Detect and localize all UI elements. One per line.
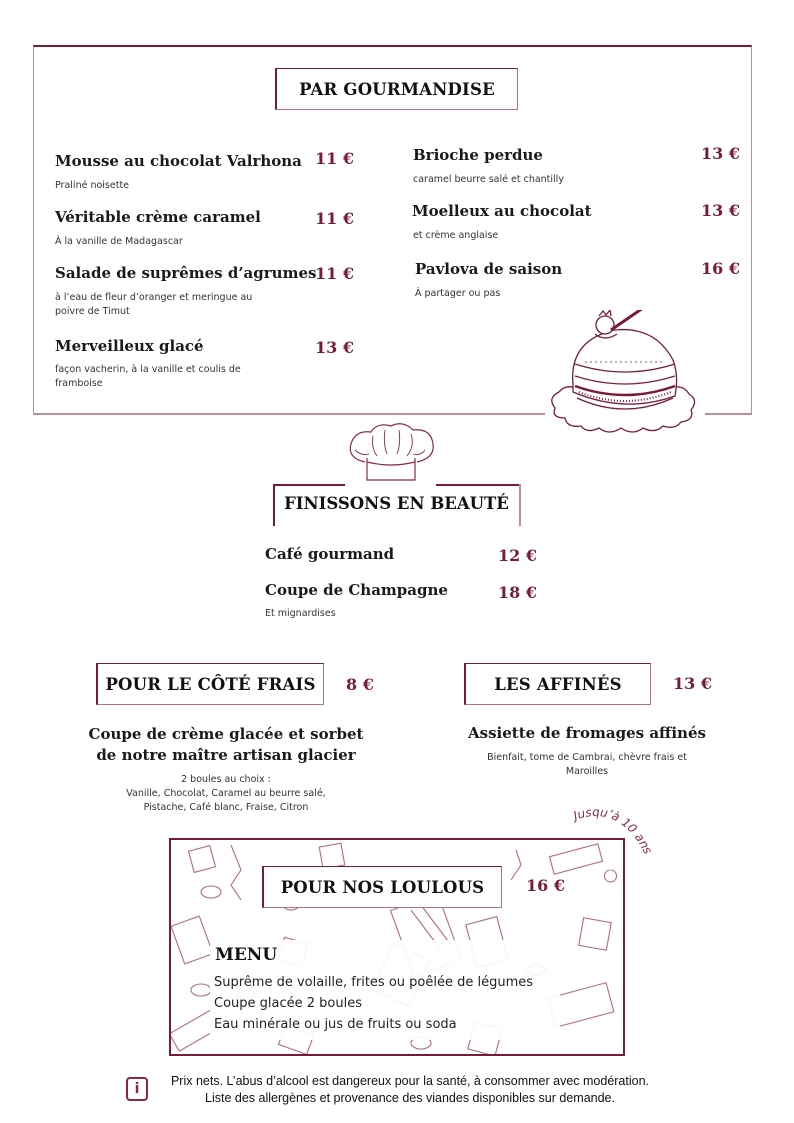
dish-price: 11 € bbox=[315, 209, 354, 228]
dish-desc: framboise bbox=[55, 378, 103, 389]
info-icon: i bbox=[126, 1077, 148, 1101]
dish-name: Pavlova de saison bbox=[415, 260, 563, 278]
dish-name: Assiette de fromages affinés bbox=[468, 724, 706, 742]
section-price: 16 € bbox=[526, 876, 565, 895]
section-title-loulous: POUR NOS LOULOUS bbox=[262, 866, 502, 908]
dish-desc: Et mignardises bbox=[265, 608, 336, 619]
dish-price: 11 € bbox=[315, 149, 354, 168]
dish-desc: Vanille, Chocolat, Caramel au beurre salé, bbox=[126, 788, 326, 799]
dish-desc: et crème anglaise bbox=[413, 230, 499, 241]
dish-name: Merveilleux glacé bbox=[55, 337, 204, 355]
section-title-par-gourmandise: PAR GOURMANDISE bbox=[275, 68, 518, 110]
svg-text:Jusqu’à 10 ans bbox=[570, 805, 655, 856]
dish-desc: caramel beurre salé et chantilly bbox=[413, 174, 564, 185]
dish-desc: Bienfait, tome de Cambrai, chèvre frais et bbox=[487, 752, 687, 763]
section-price: 13 € bbox=[673, 674, 712, 693]
section-title-affines: LES AFFINÉS bbox=[464, 663, 651, 705]
section-title-finissons: FINISSONS EN BEAUTÉ bbox=[284, 494, 509, 513]
dish-desc: poivre de Timut bbox=[55, 306, 130, 317]
age-badge-text: Jusqu’à 10 ans bbox=[571, 804, 656, 857]
dish-name: Salade de suprêmes d’agrumes bbox=[55, 264, 317, 282]
age-badge bbox=[560, 800, 670, 885]
section-price: 8 € bbox=[346, 675, 374, 694]
dish-price: 18 € bbox=[498, 583, 537, 602]
dish-name: Coupe de Champagne bbox=[265, 581, 448, 599]
footer-line-2: Liste des allergènes et provenance des viandes disponibles sur demande. bbox=[205, 1091, 615, 1105]
dish-desc: Pistache, Café blanc, Fraise, Citron bbox=[143, 802, 309, 813]
dish-price: 16 € bbox=[701, 259, 740, 278]
dish-name: Café gourmand bbox=[265, 545, 395, 563]
dish-price: 13 € bbox=[701, 201, 740, 220]
frame-line bbox=[273, 484, 345, 486]
frame-divider bbox=[33, 413, 545, 415]
dish-name: Moelleux au chocolat bbox=[412, 202, 592, 220]
dish-name: Coupe de crème glacée et sorbet bbox=[88, 725, 364, 743]
dish-price: 13 € bbox=[701, 144, 740, 163]
menu-item: Eau minérale ou jus de fruits ou soda bbox=[214, 1017, 457, 1032]
dish-desc: 2 boules au choix : bbox=[181, 774, 271, 785]
dish-name: Véritable crème caramel bbox=[55, 208, 261, 226]
dish-desc: façon vacherin, à la vanille et coulis de bbox=[55, 364, 241, 375]
section-title-cote-frais: POUR LE CÔTÉ FRAIS bbox=[96, 663, 324, 705]
menu-item: Suprême de volaille, frites ou poêlée de légumes bbox=[214, 975, 534, 990]
chef-hat-icon bbox=[343, 422, 438, 482]
dish-price: 13 € bbox=[315, 338, 354, 357]
dish-desc: Praliné noisette bbox=[55, 180, 130, 191]
frame-line bbox=[436, 484, 520, 486]
frame-divider bbox=[705, 413, 752, 415]
dish-desc: à l’eau de fleur d’oranger et meringue au bbox=[55, 292, 253, 303]
menu-title: MENU bbox=[215, 945, 278, 965]
dish-price: 12 € bbox=[498, 546, 537, 565]
dish-name: Mousse au chocolat Valrhona bbox=[55, 152, 302, 170]
dish-name: Brioche perdue bbox=[413, 146, 543, 164]
menu-item: Coupe glacée 2 boules bbox=[214, 996, 362, 1011]
dish-desc: À la vanille de Madagascar bbox=[55, 236, 183, 247]
cake-dome-icon bbox=[545, 310, 705, 445]
dish-name: de notre maître artisan glacier bbox=[96, 746, 356, 764]
footer-line-1: Prix nets. L’abus d’alcool est dangereux pour la santé, à consommer avec modération. bbox=[170, 1074, 650, 1088]
dish-desc: À partager ou pas bbox=[415, 288, 501, 299]
dish-price: 11 € bbox=[315, 264, 354, 283]
dish-desc: Maroilles bbox=[565, 766, 609, 777]
